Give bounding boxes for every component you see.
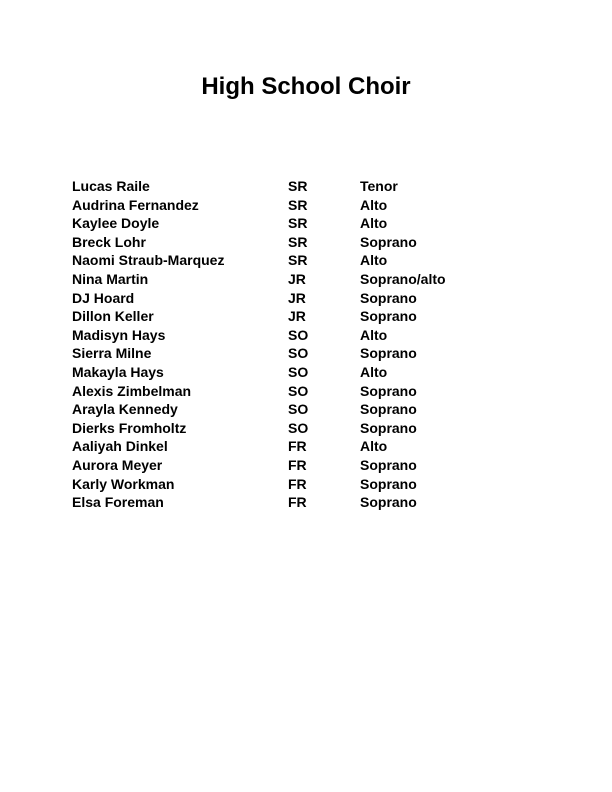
member-grade: SR (288, 215, 308, 232)
member-name: Arayla Kennedy (72, 401, 178, 418)
member-name: Audrina Fernandez (72, 196, 199, 213)
member-name: Dillon Keller (72, 308, 154, 325)
member-grade: JR (288, 289, 306, 306)
member-voice-part: Alto (360, 326, 388, 343)
member-voice-part: Soprano (360, 456, 417, 473)
member-grade: SR (288, 178, 308, 194)
member-voice-part: Soprano (360, 401, 417, 418)
member-voice-part: Soprano (360, 382, 417, 399)
member-grade: SR (288, 252, 308, 269)
roster-row (72, 270, 552, 289)
roster-row (72, 214, 552, 233)
member-grade: SR (288, 233, 308, 250)
member-name: Elsa Foreman (72, 494, 164, 511)
member-voice-part: Soprano/alto (360, 270, 446, 287)
roster-row (72, 233, 552, 252)
page-title: High School Choir (201, 73, 411, 100)
member-voice-part: Tenor (360, 178, 398, 194)
roster-row (72, 344, 552, 363)
member-grade: SO (288, 326, 309, 343)
member-name: Nina Martin (72, 270, 149, 287)
member-voice-part: Alto (360, 363, 388, 380)
roster-row (72, 363, 552, 382)
member-voice-part: Soprano (360, 494, 417, 511)
roster-row (72, 326, 552, 345)
roster-row (72, 196, 552, 215)
member-voice-part: Alto (360, 252, 388, 269)
member-grade: FR (288, 456, 307, 473)
member-grade: SO (288, 363, 309, 380)
roster-row (72, 307, 552, 326)
member-grade: JR (288, 270, 306, 287)
member-name: Makayla Hays (72, 363, 164, 380)
roster-row (72, 251, 552, 270)
member-name: Karly Workman (72, 475, 175, 492)
member-voice-part: Soprano (360, 308, 417, 325)
member-name: Lucas Raile (72, 178, 150, 194)
member-grade: FR (288, 475, 307, 492)
member-name: Sierra Milne (72, 345, 152, 362)
roster-row (72, 382, 552, 401)
member-voice-part: Alto (360, 196, 388, 213)
member-name: DJ Hoard (72, 289, 135, 306)
roster-row (72, 177, 552, 196)
member-name: Aaliyah Dinkel (72, 438, 168, 455)
member-name: Breck Lohr (72, 233, 146, 250)
member-grade: SO (288, 382, 309, 399)
member-grade: JR (288, 308, 306, 325)
member-name: Naomi Straub-Marquez (72, 252, 225, 269)
member-voice-part: Alto (360, 215, 388, 232)
member-voice-part: Soprano (360, 233, 417, 250)
roster-row (72, 475, 552, 494)
member-grade: SO (288, 345, 309, 362)
member-grade: SR (288, 196, 308, 213)
member-grade: SO (288, 419, 309, 436)
member-voice-part: Soprano (360, 345, 417, 362)
roster-row (72, 493, 552, 512)
roster-row (72, 419, 552, 438)
roster-row (72, 456, 552, 475)
member-grade: FR (288, 494, 307, 511)
member-name: Madisyn Hays (72, 326, 166, 343)
member-voice-part: Soprano (360, 289, 417, 306)
member-name: Alexis Zimbelman (72, 382, 192, 399)
roster-row (72, 400, 552, 419)
roster-row (72, 289, 552, 308)
member-grade: FR (288, 438, 307, 455)
member-voice-part: Soprano (360, 419, 417, 436)
member-voice-part: Alto (360, 438, 388, 455)
member-voice-part: Soprano (360, 475, 417, 492)
member-name: Aurora Meyer (72, 456, 163, 473)
member-name: Dierks Fromholtz (72, 419, 187, 436)
roster-row (72, 437, 552, 456)
member-grade: SO (288, 401, 309, 418)
member-name: Kaylee Doyle (72, 215, 160, 232)
choir-roster (72, 177, 552, 512)
